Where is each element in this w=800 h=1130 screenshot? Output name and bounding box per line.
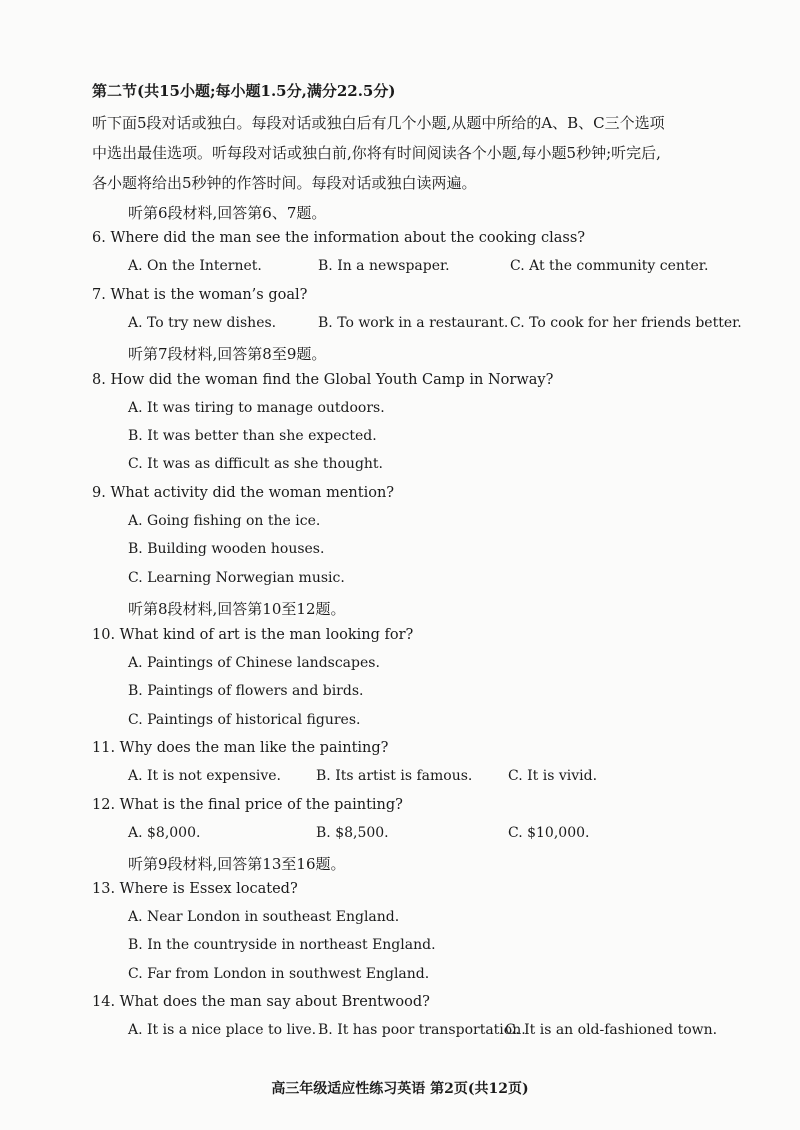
question-12: 12. What is the final price of the painting? bbox=[92, 797, 403, 813]
material-6-heading: 听第6段材料,回答第6、7题。 bbox=[128, 204, 327, 222]
question-14-option-b: B. It has poor transportation. bbox=[318, 1022, 526, 1038]
question-11-option-c: C. It is vivid. bbox=[508, 768, 598, 784]
question-6-option-c: C. At the community center. bbox=[510, 258, 709, 274]
instruction-line-1: 听下面5段对话或独白。每段对话或独白后有几个小题,从题中所给的A、B、C三个选项 bbox=[92, 114, 665, 132]
question-9-option-c: C. Learning Norwegian music. bbox=[128, 570, 345, 586]
question-13-option-b: B. In the countryside in northeast England. bbox=[128, 937, 436, 953]
page-footer: 高三年级适应性练习英语 第2页(共12页) bbox=[271, 1081, 529, 1097]
question-7-option-b: B. To work in a restaurant. bbox=[318, 315, 509, 331]
question-11-option-b: B. Its artist is famous. bbox=[316, 768, 473, 784]
question-10-option-c: C. Paintings of historical figures. bbox=[128, 712, 361, 728]
material-8-heading: 听第8段材料,回答第10至12题。 bbox=[128, 600, 346, 618]
material-9-heading: 听第9段材料,回答第13至16题。 bbox=[128, 855, 346, 873]
question-11-option-a: A. It is not expensive. bbox=[128, 768, 282, 784]
material-7-heading: 听第7段材料,回答第8至9题。 bbox=[128, 345, 327, 363]
question-13: 13. Where is Essex located? bbox=[92, 881, 298, 897]
question-9: 9. What activity did the woman mention? bbox=[92, 485, 395, 501]
section-title: 第二节(共15小题;每小题1.5分,满分22.5分) bbox=[92, 82, 396, 100]
question-12-option-b: B. $8,500. bbox=[316, 825, 389, 841]
question-12-option-a: A. $8,000. bbox=[128, 825, 201, 841]
question-6-option-a: A. On the Internet. bbox=[128, 258, 262, 274]
question-9-option-b: B. Building wooden houses. bbox=[128, 541, 325, 557]
question-8: 8. How did the woman find the Global Youth Camp in Norway? bbox=[92, 372, 554, 388]
question-13-option-c: C. Far from London in southwest England. bbox=[128, 966, 430, 982]
question-14-option-c: C. It is an old-fashioned town. bbox=[505, 1022, 718, 1038]
question-6: 6. Where did the man see the information about the cooking class? bbox=[92, 230, 586, 246]
question-11: 11. Why does the man like the painting? bbox=[92, 740, 389, 756]
instruction-line-2: 中选出最佳选项。听每段对话或独白前,你将有时间阅读各个小题,每小题5秒钟;听完后, bbox=[92, 144, 661, 162]
question-9-option-a: A. Going fishing on the ice. bbox=[128, 513, 321, 529]
question-7-option-a: A. To try new dishes. bbox=[128, 315, 277, 331]
question-14: 14. What does the man say about Brentwood? bbox=[92, 994, 430, 1010]
question-8-option-b: B. It was better than she expected. bbox=[128, 428, 377, 444]
question-12-option-c: C. $10,000. bbox=[508, 825, 590, 841]
question-10-option-a: A. Paintings of Chinese landscapes. bbox=[128, 655, 380, 671]
question-7-option-c: C. To cook for her friends better. bbox=[510, 315, 742, 331]
question-8-option-c: C. It was as difficult as she thought. bbox=[128, 456, 384, 472]
question-14-option-a: A. It is a nice place to live. bbox=[128, 1022, 317, 1038]
instruction-line-3: 各小题将给出5秒钟的作答时间。每段对话或独白读两遍。 bbox=[92, 174, 477, 192]
question-6-option-b: B. In a newspaper. bbox=[318, 258, 450, 274]
question-7: 7. What is the woman’s goal? bbox=[92, 287, 308, 303]
question-8-option-a: A. It was tiring to manage outdoors. bbox=[128, 400, 385, 416]
question-10-option-b: B. Paintings of flowers and birds. bbox=[128, 683, 364, 699]
question-10: 10. What kind of art is the man looking for? bbox=[92, 627, 414, 643]
question-13-option-a: A. Near London in southeast England. bbox=[128, 909, 400, 925]
